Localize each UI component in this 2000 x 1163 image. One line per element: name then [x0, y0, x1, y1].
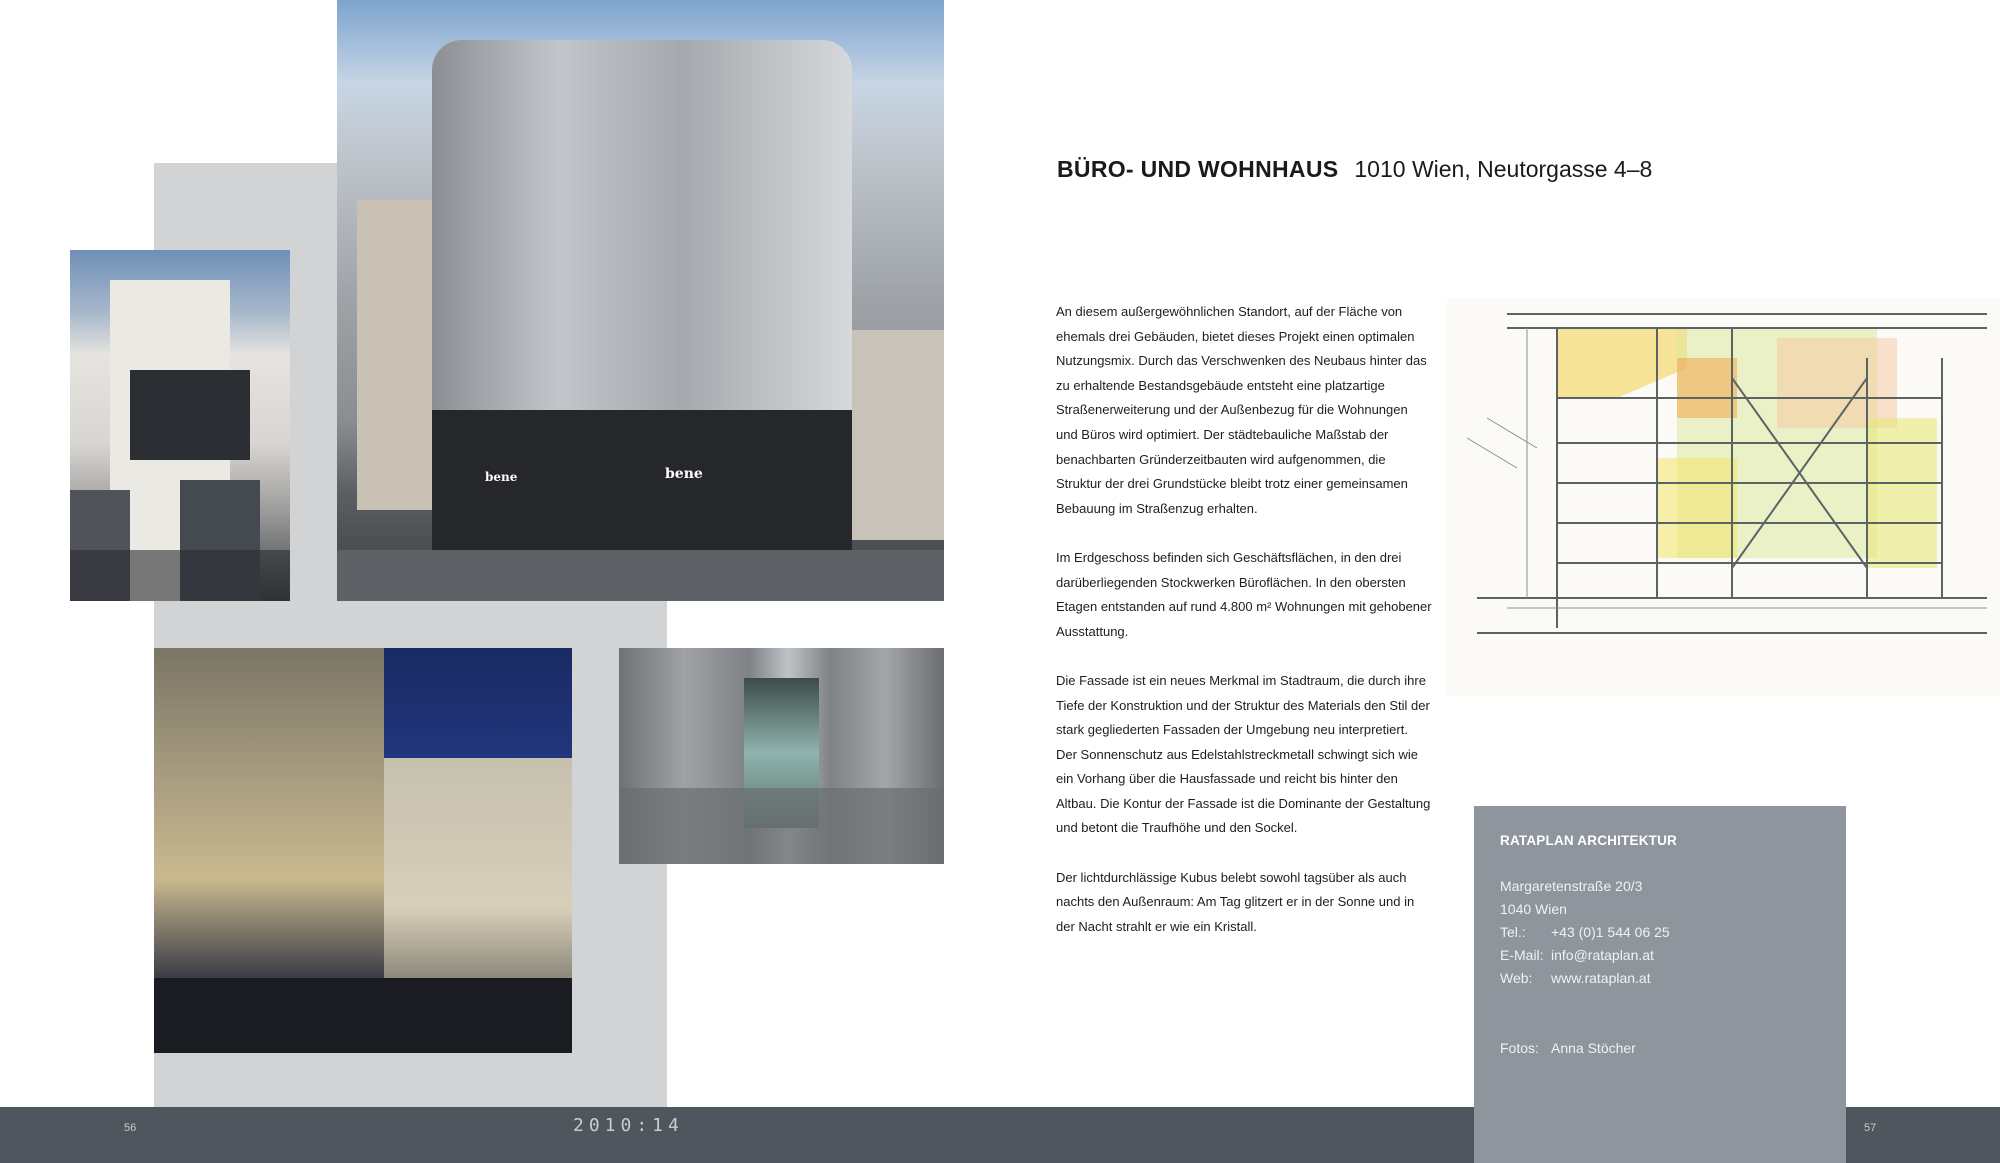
issue-label: 2010:14 — [573, 1115, 684, 1136]
paragraph-location: An diesem außergewöhnlichen Standort, auf der Fläche von ehemals drei Gebäuden, bietet dieses Projekt einen optimalen Nutzungsmix. Durch das Verschwenken des Neubaus hinter das zu erhaltende Bestandsgebäude entsteht eine platzartige Straßenerweiterung und der Außenbezug für die Wohnungen und Büros wird optimiert. Der städtebauliche Maßstab der benachbarten Gründerzeitbauten wird aufgenommen, die Struktur der drei Grundstücke bleibt trotz einer gemeinsamen Bebauung im Straßenzug erhalten. — [1056, 304, 1427, 516]
address-city: 1040 Wien — [1500, 901, 1567, 917]
storefront-sign-1: bene — [485, 470, 518, 484]
paragraph-cube: Der lichtdurchlässige Kubus belebt sowohl tagsüber als auch nachts den Außenraum: Am Tag glitzert er in der Sonne und in der Nacht strahlt er wie ein Kristall. — [1056, 869, 1415, 934]
page-number-right: 57 — [1864, 1122, 1877, 1134]
email-label: E-Mail: — [1500, 947, 1544, 963]
section-sketch-drawing — [1447, 298, 2000, 696]
phone-number: +43 (0)1 544 06 25 — [1551, 924, 1670, 940]
photo-building-side-view — [70, 250, 290, 601]
photo-facade-detail — [619, 648, 944, 864]
project-location: 1010 Wien, Neutorgasse 4–8 — [1354, 156, 1653, 182]
phone-row — [1500, 924, 1670, 940]
web-row — [1500, 970, 1651, 986]
storefront-sign-2: bene — [665, 466, 703, 482]
web-label: Web: — [1500, 970, 1533, 986]
photo-credit-row — [1500, 1040, 1636, 1056]
web-address[interactable]: www.rataplan.at — [1551, 970, 1651, 986]
paragraph-usage: Im Erdgeschoss befinden sich Geschäftsflächen, in den drei darüberliegenden Stockwerken Büroflächen. In den obersten Etagen entstanden auf rund 4.800 m² Wohnungen mit gehobener Ausstattung. — [1056, 549, 1432, 639]
project-description — [1056, 300, 1432, 964]
email-address[interactable]: info@rataplan.at — [1551, 947, 1654, 963]
architect-firm-name: RATAPLAN ARCHITEKTUR — [1500, 833, 1677, 848]
photo-credit-label: Fotos: — [1500, 1040, 1539, 1056]
photographer-name: Anna Stöcher — [1551, 1040, 1636, 1056]
project-title: BÜRO- UND WOHNHAUS — [1057, 156, 1339, 182]
project-heading — [1057, 156, 1757, 192]
page-number-left: 56 — [124, 1122, 137, 1134]
architect-info-panel — [1474, 806, 1846, 1163]
phone-label: Tel.: — [1500, 924, 1526, 940]
photo-building-main-view — [337, 0, 944, 601]
section-sketch-svg — [1447, 298, 2000, 696]
paragraph-facade: Die Fassade ist ein neues Merkmal im Stadtraum, die durch ihre Tiefe der Konstruktion und der Struktur des Materials den Stil der stark gegliederten Fassaden der Umgebung neu interpretiert. Der Sonnenschutz aus Edelstahlstreckmetall schwingt sich wie ein Vorhang über die Hausfassade und reicht bis hinter den Altbau. Die Kontur der Fassade ist die Dominante der Gestaltung und betont die Traufhöhe und den Sockel. — [1056, 672, 1431, 836]
email-row — [1500, 947, 1654, 963]
address-street: Margaretenstraße 20/3 — [1500, 878, 1643, 894]
photo-building-night-view — [154, 648, 572, 1053]
